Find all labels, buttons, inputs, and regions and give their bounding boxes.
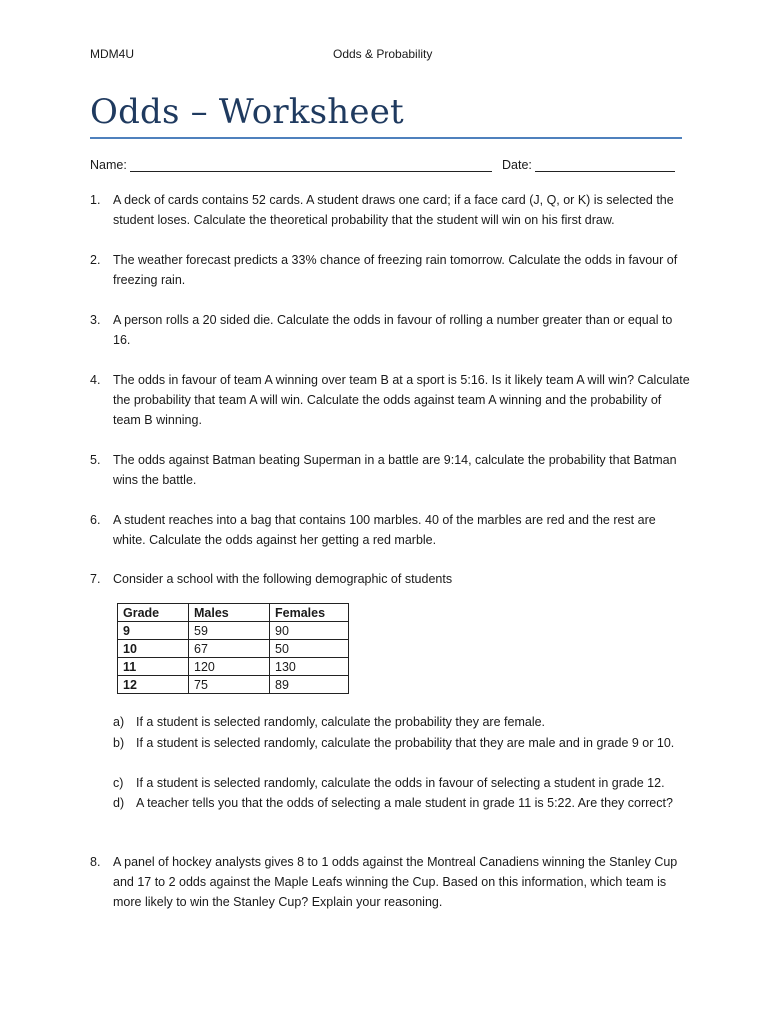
subpart-text: If a student is selected randomly, calculate the probability they are female.	[136, 715, 546, 729]
question-number: 3.	[90, 313, 101, 327]
subpart-text: If a student is selected randomly, calculate the probability that they are male and in grade 9 or 10.	[136, 736, 675, 750]
column-header: Grade	[118, 604, 189, 622]
name-label: Name:	[90, 158, 127, 172]
subpart-label: a)	[113, 715, 125, 729]
question-8	[90, 852, 690, 912]
subpart-label: b)	[113, 736, 125, 750]
grade-cell: 10	[118, 640, 189, 658]
subpart-label: d)	[113, 796, 125, 810]
question-text: A deck of cards contains 52 cards. A student draws one card; if a face card (J, Q, or K) is selected the student loses. Calculate the theoretical probability that the student will win on his first draw.	[113, 193, 674, 227]
grade-cell: 11	[118, 658, 189, 676]
question-2	[90, 250, 690, 290]
question-3	[90, 310, 690, 350]
header-topic: Odds & Probability	[333, 47, 433, 61]
females-cell: 130	[270, 658, 349, 676]
table-header-row	[118, 604, 349, 622]
females-cell: 90	[270, 622, 349, 640]
date-field[interactable]	[535, 158, 675, 172]
question-text: A person rolls a 20 sided die. Calculate the odds in favour of rolling a number greater than or equal to 16.	[113, 313, 673, 347]
column-header: Males	[189, 604, 270, 622]
name-date-row	[90, 158, 690, 172]
question-7	[90, 569, 690, 589]
question-number: 2.	[90, 253, 101, 267]
subpart-label: c)	[113, 776, 124, 790]
subpart-c	[113, 773, 683, 793]
question-number: 1.	[90, 193, 101, 207]
column-header: Females	[270, 604, 349, 622]
question-text: Consider a school with the following demographic of students	[113, 572, 453, 586]
question-text: A panel of hockey analysts gives 8 to 1 odds against the Montreal Canadiens winning the Stanley Cup and 17 to 2 odds against the Maple Leafs winning the Cup. Based on this information, which team is more likely to win the Stanley Cup? Explain your reasoning.	[113, 855, 678, 909]
question-text: The odds in favour of team A winning over team B at a sport is 5:16. Is it likely team A will win? Calculate the probability that team A will win. Calculate the odds against team A winning and the probability of team B winning.	[113, 373, 690, 427]
table-row	[118, 622, 349, 640]
males-cell: 120	[189, 658, 270, 676]
question-5	[90, 450, 690, 490]
question-number: 6.	[90, 513, 101, 527]
question-number: 5.	[90, 453, 101, 467]
course-code: MDM4U	[90, 47, 134, 61]
subpart-b	[113, 733, 683, 753]
date-label: Date:	[502, 158, 532, 172]
question-number: 8.	[90, 855, 101, 869]
males-cell: 67	[189, 640, 270, 658]
demographics-table	[117, 603, 349, 694]
page-title: Odds – Worksheet	[90, 92, 404, 132]
question-text: The odds against Batman beating Superman in a battle are 9:14, calculate the probability that Batman wins the battle.	[113, 453, 677, 487]
page-header	[90, 47, 690, 65]
question-4	[90, 370, 690, 430]
females-cell: 50	[270, 640, 349, 658]
question-6	[90, 510, 690, 550]
subpart-text: If a student is selected randomly, calculate the odds in favour of selecting a student in grade 12.	[136, 776, 665, 790]
name-field[interactable]	[130, 158, 492, 172]
subpart-a	[113, 712, 683, 732]
question-text: The weather forecast predicts a 33% chance of freezing rain tomorrow. Calculate the odds in favour of freezing rain.	[113, 253, 678, 287]
subpart-d	[113, 793, 683, 813]
subpart-text: A teacher tells you that the odds of selecting a male student in grade 11 is 5:22. Are they correct?	[136, 796, 673, 810]
grade-cell: 9	[118, 622, 189, 640]
title-divider	[90, 137, 682, 139]
question-number: 4.	[90, 373, 101, 387]
males-cell: 59	[189, 622, 270, 640]
grade-cell: 12	[118, 676, 189, 694]
question-text: A student reaches into a bag that contains 100 marbles. 40 of the marbles are red and the rest are white. Calculate the odds against her getting a red marble.	[113, 513, 656, 547]
table-row	[118, 640, 349, 658]
table-row	[118, 658, 349, 676]
question-1	[90, 190, 690, 230]
females-cell: 89	[270, 676, 349, 694]
table-row	[118, 676, 349, 694]
question-number: 7.	[90, 572, 101, 586]
males-cell: 75	[189, 676, 270, 694]
